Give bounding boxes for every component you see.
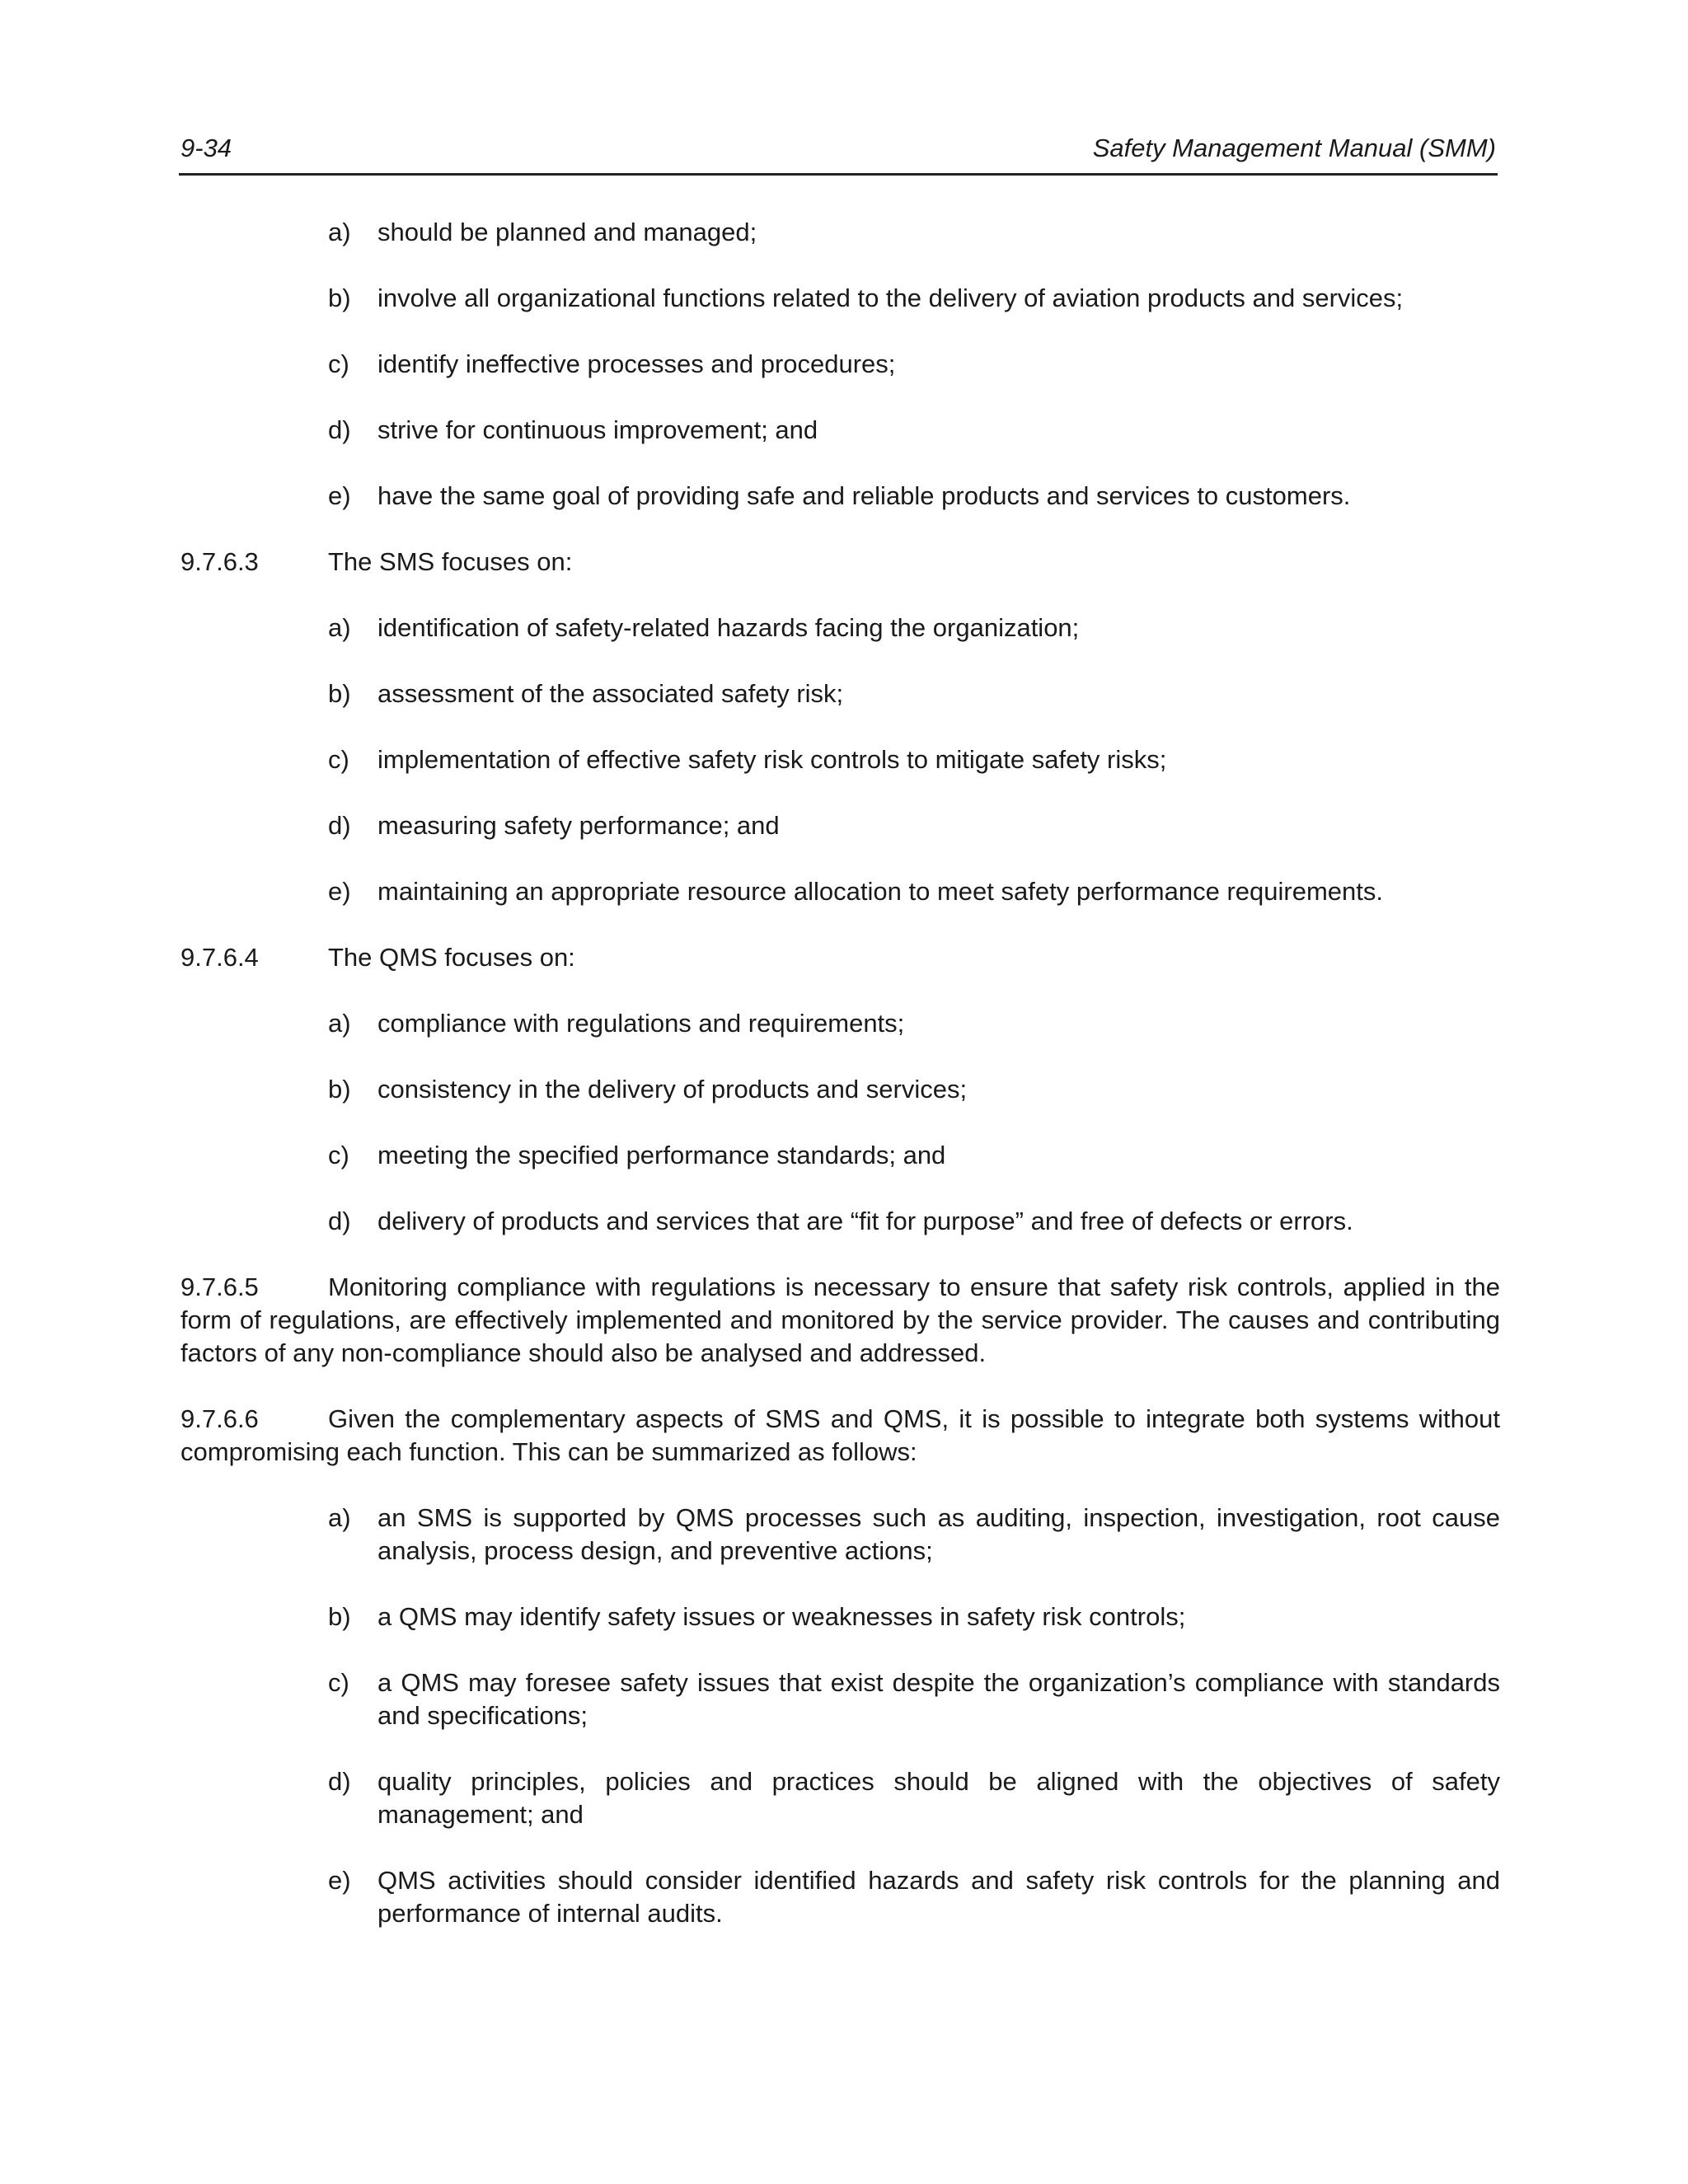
item-label: e) <box>328 877 351 906</box>
item-text: a QMS may foresee safety issues that exist despite the organization’s compliance with standards and specifications; <box>377 1668 1500 1730</box>
section-lead: The SMS focuses on: <box>328 547 573 576</box>
item-text: involve all organizational functions related to the delivery of aviation products and services; <box>377 284 1404 312</box>
item-label: c) <box>328 1668 349 1697</box>
item-label: d) <box>328 415 351 444</box>
item-text: an SMS is supported by QMS processes such as auditing, inspection, investigation, root cause analysis, process design, and preventive actions; <box>377 1503 1500 1565</box>
page-header <box>179 132 1498 176</box>
list-item <box>328 1601 1500 1633</box>
section-number: 9.7.6.5 <box>181 1272 259 1301</box>
item-label: a) <box>328 613 351 642</box>
item-label: b) <box>328 679 351 708</box>
item-label: c) <box>328 1141 349 1169</box>
paragraph-text: Monitoring compliance with regulations is necessary to ensure that safety risk controls, applied in the form of regulations, are effectively implemented and monitored by the service provider. The causes and contributing factors of any non-compliance should also be analysed and addressed. <box>181 1272 1500 1367</box>
item-text: measuring safety performance; and <box>377 811 780 840</box>
item-label: e) <box>328 481 351 510</box>
item-text: identify ineffective processes and procedures; <box>377 349 896 378</box>
item-text: consistency in the delivery of products and services; <box>377 1075 968 1104</box>
item-text: should be planned and managed; <box>377 218 757 246</box>
paragraph-text: Given the complementary aspects of SMS and QMS, it is possible to integrate both systems without compromising each function. This can be summarized as follows: <box>181 1404 1500 1466</box>
list-item <box>328 1765 1500 1831</box>
item-label: d) <box>328 1207 351 1235</box>
section-lead: The QMS focuses on: <box>328 943 575 972</box>
list-item <box>328 1864 1500 1930</box>
item-text: meeting the specified performance standards; and <box>377 1141 946 1169</box>
item-label: b) <box>328 1075 351 1104</box>
item-text: have the same goal of providing safe and reliable products and services to customers. <box>377 481 1351 510</box>
list-item <box>328 1666 1500 1732</box>
item-text: implementation of effective safety risk controls to mitigate safety risks; <box>377 745 1167 774</box>
item-text: delivery of products and services that are “fit for purpose” and free of defects or errors. <box>377 1207 1353 1235</box>
item-label: c) <box>328 745 349 774</box>
item-text: compliance with regulations and requirements; <box>377 1009 905 1038</box>
section-number: 9.7.6.6 <box>181 1404 259 1433</box>
item-label: d) <box>328 811 351 840</box>
item-label: c) <box>328 349 349 378</box>
item-text: strive for continuous improvement; and <box>377 415 818 444</box>
item-text: a QMS may identify safety issues or weaknesses in safety risk controls; <box>377 1602 1186 1631</box>
paragraph <box>181 1403 1500 1469</box>
item-label: a) <box>328 218 351 246</box>
item-text: identification of safety-related hazards facing the organization; <box>377 613 1080 642</box>
section-number: 9.7.6.4 <box>181 943 259 972</box>
item-text: maintaining an appropriate resource allocation to meet safety performance requirements. <box>377 877 1383 906</box>
item-label: b) <box>328 1602 351 1631</box>
list-item <box>328 1502 1500 1568</box>
page-number: 9-34 <box>181 134 232 162</box>
paragraph <box>181 1271 1500 1370</box>
item-label: b) <box>328 284 351 312</box>
item-label: d) <box>328 1767 351 1796</box>
item-label: a) <box>328 1009 351 1038</box>
document-title: Safety Management Manual (SMM) <box>1092 134 1496 162</box>
item-label: a) <box>328 1503 351 1532</box>
item-label: e) <box>328 1866 351 1895</box>
item-text: assessment of the associated safety risk; <box>377 679 844 708</box>
item-text: QMS activities should consider identified hazards and safety risk controls for the planning and performance of internal audits. <box>377 1866 1500 1928</box>
section-number: 9.7.6.3 <box>181 547 259 576</box>
item-text: quality principles, policies and practices should be aligned with the objectives of safety management; and <box>377 1767 1500 1829</box>
